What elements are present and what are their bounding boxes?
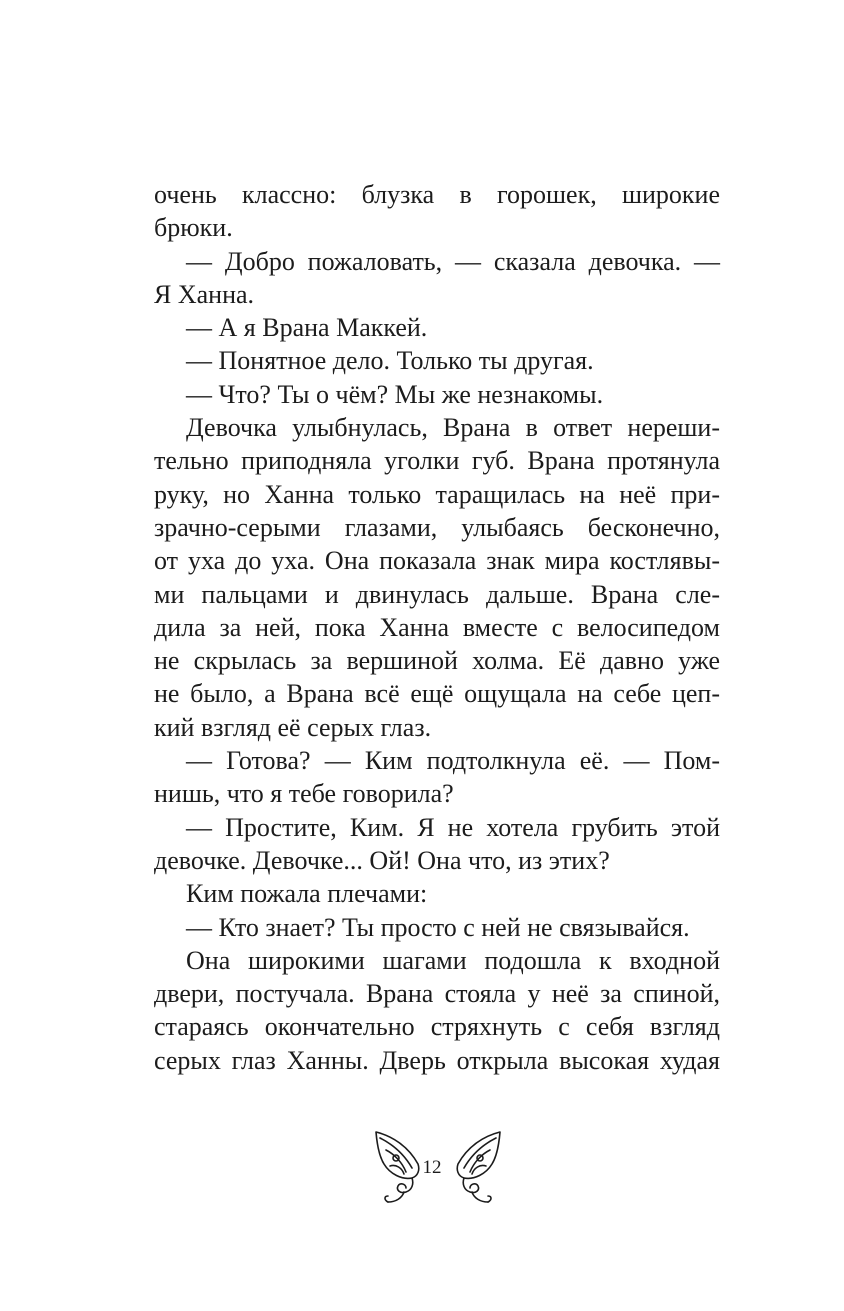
text-line: зрачно-серыми глазами, улыбаясь бесконечно, (154, 512, 720, 542)
text-line: дила за ней, пока Ханна вместе с велосипедом (154, 612, 720, 642)
text-line: серых глаз Ханны. Дверь открыла высокая худая (154, 1045, 720, 1075)
text-line: Она широкими шагами подошла к входной (186, 945, 720, 975)
text-line: не скрылась за вершиной холма. Её давно уже (154, 646, 720, 676)
text-line: — Понятное дело. Только ты другая. (186, 346, 594, 376)
text-line: — Добро пожаловать, — сказала девочка. — (186, 246, 720, 276)
text-line: девочке. Девочке... Ой! Она что, из этих? (154, 845, 610, 875)
text-line: очень классно: блузка в горошек, широкие (154, 180, 720, 209)
text-line: не было, а Врана всё ещё ощущала на себе цеп- (154, 679, 720, 709)
text-line: брюки. (154, 213, 233, 243)
text-line: от уха до уха. Она показала знак мира костлявы- (154, 546, 720, 576)
body-text (154, 178, 720, 1077)
text-line: ми пальцами и двинулась дальше. Врана сле- (154, 579, 720, 609)
page-number: 12 (422, 1157, 442, 1178)
text-line: Девочка улыбнулась, Врана в ответ нереши- (186, 413, 720, 443)
text-line: Я Ханна. (154, 279, 255, 309)
text-line: двери, постучала. Врана стояла у неё за спиной, (154, 979, 720, 1009)
text-line: Ким пожала плечами: (186, 879, 428, 909)
text-line: тельно приподняла уголки губ. Врана протянула (154, 446, 720, 476)
text-line: — Кто знает? Ты просто с ней не связывайся. (186, 912, 690, 942)
text-line: — А я Врана Маккей. (186, 313, 428, 343)
text-line: руку, но Ханна только таращилась на неё при- (154, 479, 720, 509)
butterfly-wing-right-icon (452, 1128, 502, 1206)
text-line: — Что? Ты о чём? Мы же незнакомы. (186, 379, 604, 409)
text-line: — Готова? — Ким подтолкнула её. — Пом- (186, 746, 720, 776)
text-line: стараясь окончательно стряхнуть с себя взгляд (154, 1012, 720, 1042)
text-line: кий взгляд её серых глаз. (154, 712, 432, 742)
text-line: — Простите, Ким. Я не хотела грубить этой (186, 812, 720, 842)
text-line: нишь, что я тебе говорила? (154, 779, 454, 809)
page-footer (0, 1128, 844, 1208)
